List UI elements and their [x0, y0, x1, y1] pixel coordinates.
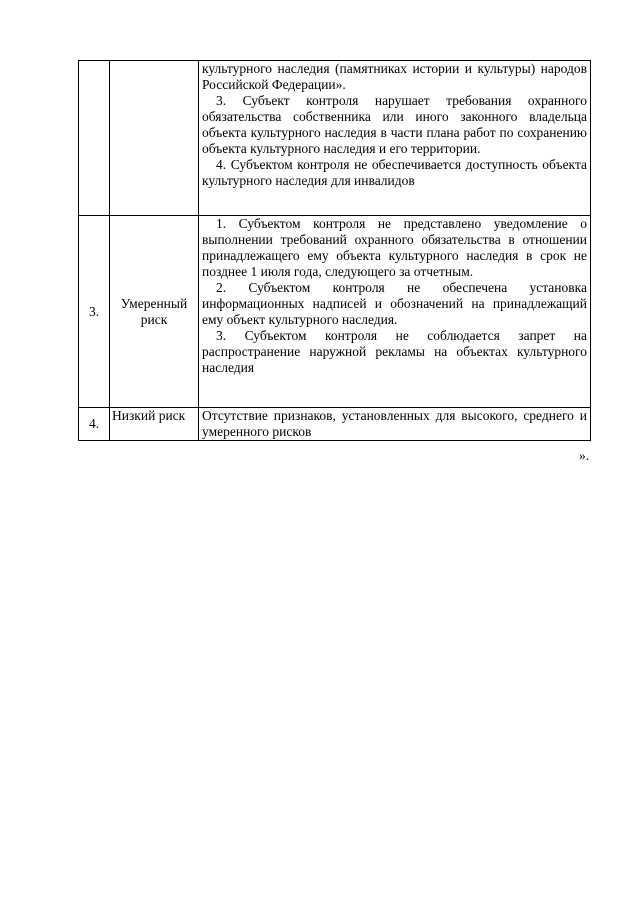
risk-category [110, 61, 199, 216]
row-number: 4. [79, 408, 110, 441]
risk-category: Умеренный риск [110, 216, 199, 408]
criteria-line: культурного наследия (памятниках истории и культуры) народов Российской Федерации». [202, 61, 587, 92]
row-number [79, 61, 110, 216]
criteria-text [199, 61, 591, 216]
criteria-text [199, 216, 591, 408]
table-row [79, 61, 591, 216]
risk-criteria-table [78, 60, 591, 441]
criteria-line: 1. Субъектом контроля не представлено уведомление о выполнении требований охранного обязательства в отношении принадлежащего ему объекта культурного наследия в срок не позднее 1 июля года, следующего за отчетным. [202, 216, 587, 279]
criteria-line: 3. Субъект контроля нарушает требования охранного обязательства собственника или иного законного владельца объекта культурного наследия в части плана работ по сохранению объекта культурного наследия и его территории. [202, 93, 587, 156]
table-row [79, 408, 591, 441]
table-row [79, 216, 591, 408]
criteria-line: 3. Субъектом контроля не соблюдается запрет на распространение наружной рекламы на объектах культурного наследия [202, 328, 587, 375]
row-number: 3. [79, 216, 110, 408]
criteria-line: Отсутствие признаков, установленных для высокого, среднего и умеренного рисков [202, 408, 587, 439]
criteria-text [199, 408, 591, 441]
risk-category: Низкий риск [110, 408, 199, 441]
closing-quote-mark: ». [579, 448, 590, 463]
criteria-line: 4. Субъектом контроля не обеспечивается доступность объекта культурного наследия для инвалидов [202, 157, 587, 188]
criteria-line: 2. Субъектом контроля не обеспечена установка информационных надписей и обозначений на принадлежащий ему объект культурного наследия. [202, 280, 587, 327]
